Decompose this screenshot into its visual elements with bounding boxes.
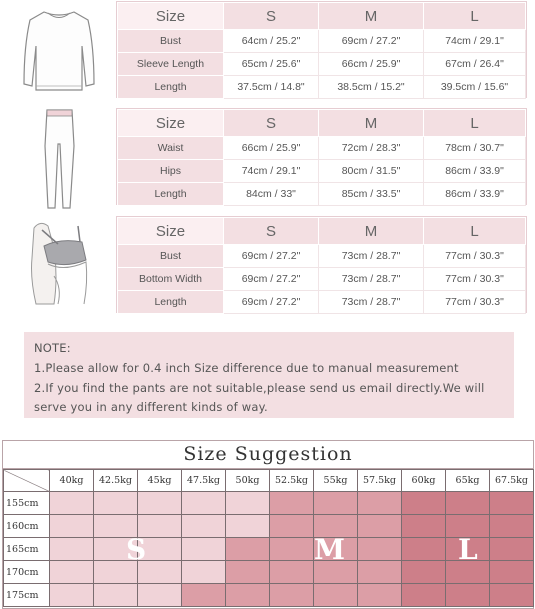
row-label: Bust [118,245,224,268]
size-zone-cell-m [314,584,358,607]
table-row [118,183,526,206]
height-header-cell: 155cm [4,492,50,515]
height-header-cell: 160cm [4,515,50,538]
table-row [118,76,526,99]
note-line-2: 2.If you find the pants are not suitable,please send us email directly.We will [34,381,485,395]
size-zone-cell-l [402,561,446,584]
header-s: S [224,218,319,245]
sports-bra-model-icon [14,218,104,308]
cell-m: 38.5cm / 15.2" [319,76,424,99]
weight-header-cell: 65kg [446,470,490,492]
size-zone-cell-m [226,561,270,584]
size-zone-cell-m [358,492,402,515]
size-zone-cell-s [50,515,94,538]
size-zone-cell-m [270,584,314,607]
leggings-icon [14,106,104,212]
weight-header-cell: 42.5kg [94,470,138,492]
cell-m: 80cm / 31.5" [319,160,424,183]
header-size: Size [118,110,224,137]
size-zone-cell-s [182,492,226,515]
size-zone-cell-s [226,492,270,515]
cell-m: 66cm / 25.9" [319,53,424,76]
size-zone-cell-l [490,538,534,561]
header-s: S [224,3,319,30]
height-row [4,584,534,607]
size-suggestion-panel [2,440,534,609]
height-row [4,538,534,561]
table-row [118,245,526,268]
size-zone-cell-l [490,515,534,538]
header-size: Size [118,3,224,30]
table-row [118,53,526,76]
cell-m: 73cm / 28.7" [319,291,424,314]
cell-l: 74cm / 29.1" [424,30,526,53]
cell-s: 69cm / 27.2" [224,245,319,268]
cell-s: 65cm / 25.6" [224,53,319,76]
height-row [4,492,534,515]
header-size: Size [118,218,224,245]
size-zone-cell-l [490,584,534,607]
size-suggestion-title: Size Suggestion [3,441,533,469]
size-zone-cell-m [226,538,270,561]
row-label: Hips [118,160,224,183]
header-s: S [224,110,319,137]
cell-m: 69cm / 27.2" [319,30,424,53]
cell-s: 66cm / 25.9" [224,137,319,160]
size-zone-cell-m [270,538,314,561]
header-l: L [424,3,526,30]
cell-l: 77cm / 30.3" [424,291,526,314]
height-header-cell: 170cm [4,561,50,584]
zone-label-s: S [126,533,147,566]
weight-header-cell: 55kg [314,470,358,492]
table-row [118,160,526,183]
weight-header-cell: 57.5kg [358,470,402,492]
cell-m: 85cm / 33.5" [319,183,424,206]
size-zone-cell-l [446,584,490,607]
top-sweater-figure [14,6,104,96]
size-zone-cell-m [358,515,402,538]
row-label: Length [118,183,224,206]
cell-s: 64cm / 25.2" [224,30,319,53]
row-label: Bottom Width [118,268,224,291]
cell-m: 73cm / 28.7" [319,245,424,268]
size-zone-cell-s [182,515,226,538]
size-zone-cell-s [182,538,226,561]
row-label: Waist [118,137,224,160]
size-zone-cell-s [182,561,226,584]
note-title: NOTE: [34,341,71,355]
size-zone-cell-l [402,584,446,607]
row-label: Length [118,76,224,99]
size-zone-cell-m [358,584,402,607]
cell-s: 69cm / 27.2" [224,291,319,314]
weight-header-cell: 45kg [138,470,182,492]
weight-header-cell: 47.5kg [182,470,226,492]
size-zone-cell-m [226,584,270,607]
size-zone-cell-s [50,492,94,515]
weight-header-row [4,470,534,492]
cell-s: 69cm / 27.2" [224,268,319,291]
row-label: Bust [118,30,224,53]
size-zone-cell-s [50,584,94,607]
size-zone-cell-m [314,492,358,515]
height-row [4,561,534,584]
cell-s: 74cm / 29.1" [224,160,319,183]
table-header-row [118,110,526,137]
cell-m: 73cm / 28.7" [319,268,424,291]
cell-s: 84cm / 33" [224,183,319,206]
table-header-row [118,3,526,30]
cell-l: 67cm / 26.4" [424,53,526,76]
size-zone-cell-m [182,584,226,607]
header-m: M [319,218,424,245]
top-sweater-icon [14,6,104,96]
zone-label-l: L [458,533,478,566]
weight-header-cell: 60kg [402,470,446,492]
cell-l: 39.5cm / 15.6" [424,76,526,99]
size-zone-cell-m [270,515,314,538]
sports-bra-figure [14,218,104,308]
weight-header-cell: 40kg [50,470,94,492]
size-zone-cell-m [358,561,402,584]
header-m: M [319,110,424,137]
row-label: Length [118,291,224,314]
leggings-figure [14,106,104,212]
weight-header-cell: 50kg [226,470,270,492]
size-zone-cell-m [270,492,314,515]
table-header-row [118,218,526,245]
row-label: Sleeve Length [118,53,224,76]
cell-l: 77cm / 30.3" [424,245,526,268]
cell-m: 72cm / 28.3" [319,137,424,160]
height-row [4,515,534,538]
note-line-1: 1.Please allow for 0.4 inch Size difference due to manual measurement [34,361,459,375]
weight-header-cell: 52.5kg [270,470,314,492]
cell-l: 78cm / 30.7" [424,137,526,160]
header-l: L [424,218,526,245]
size-zone-cell-s [94,584,138,607]
size-zone-cell-s [50,561,94,584]
corner-cell [4,470,50,492]
cell-s: 37.5cm / 14.8" [224,76,319,99]
cell-l: 86cm / 33.9" [424,183,526,206]
zone-label-m: M [314,533,345,566]
size-zone-cell-m [358,538,402,561]
header-m: M [319,3,424,30]
size-zone-cell-l [490,492,534,515]
note-line-3: serve you in any different kinds of way. [34,400,268,414]
size-zone-cell-s [50,538,94,561]
header-l: L [424,110,526,137]
height-header-cell: 165cm [4,538,50,561]
table-row [118,291,526,314]
note-box [24,332,514,418]
table-row [118,268,526,291]
size-zone-cell-s [138,584,182,607]
size-table-bra [117,217,526,314]
table-row [118,30,526,53]
size-zone-cell-l [490,561,534,584]
size-zone-cell-l [402,492,446,515]
size-table-leggings [117,109,526,206]
size-zone-cell-l [402,538,446,561]
size-zone-cell-l [402,515,446,538]
cell-l: 77cm / 30.3" [424,268,526,291]
size-zone-cell-s [226,515,270,538]
size-zone-cell-l [446,492,490,515]
size-zone-cell-m [270,561,314,584]
size-zone-cell-s [138,492,182,515]
cell-l: 86cm / 33.9" [424,160,526,183]
height-header-cell: 175cm [4,584,50,607]
size-table-top [117,2,526,99]
table-row [118,137,526,160]
size-zone-cell-s [94,492,138,515]
size-suggestion-grid [3,469,534,607]
weight-header-cell: 67.5kg [490,470,534,492]
